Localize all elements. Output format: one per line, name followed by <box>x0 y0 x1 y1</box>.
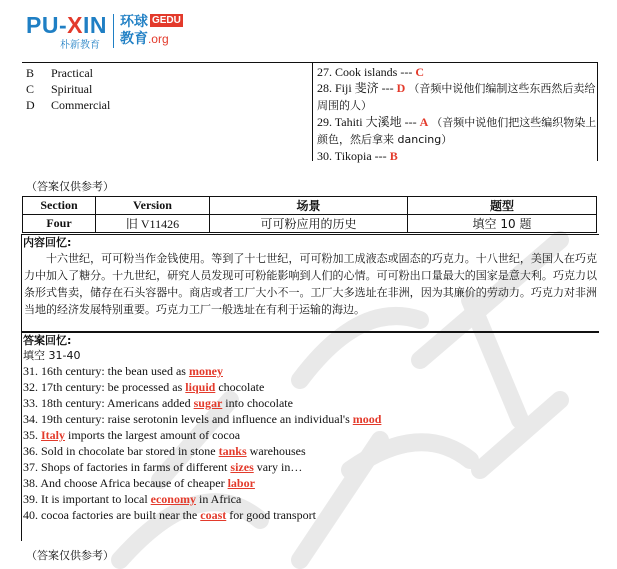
reference-note-bottom: （答案仅供参考） <box>26 549 114 562</box>
matching-answer: 27. Cook islands --- C <box>317 65 424 79</box>
cell-scene: 可可粉应用的历史 <box>210 215 408 233</box>
company-logo <box>26 12 183 51</box>
header-question-type: 题型 <box>408 197 597 215</box>
cell-question-type: 填空 10 题 <box>408 215 597 233</box>
matching-answer-table <box>22 62 598 161</box>
cell-section: Four <box>23 215 96 233</box>
content-text: 十六世纪，可可粉当作金钱使用。等到了十七世纪，可可粉加工成液态或固态的巧克力。十八世纪，美国人在巧克力中加入了糖分。十九世纪，研究人员发现可可粉能影响到人们的心情。可可粉出口量最大的国家是意大利。巧克力以条形式售卖，储存在石头容器中。商店或者工厂大小不一。工厂大多选址在非洲，因为其廉价的劳动力。巧克力对非洲当地的经济发展特别重要。巧克力工厂一般选址在有利于运输的海边。 <box>24 252 597 316</box>
logo-chinese-bottom: 教育.org <box>119 31 169 47</box>
matching-answer: 28. Fiji 斐济 --- D （音频中说他们编制这些东西然后卖给周围的人） <box>317 81 596 112</box>
logo-divider <box>113 14 114 48</box>
list-item: 33. 18th century: Americans added sugar into chocolate <box>23 396 293 410</box>
content-recall <box>21 234 599 332</box>
header-scene: 场景 <box>210 197 408 215</box>
logo-chinese-small: 朴新教育 <box>60 40 100 51</box>
reference-note: （答案仅供参考） <box>26 180 114 193</box>
option-row: B Practical <box>26 66 93 80</box>
option-row: D Commercial <box>26 98 111 112</box>
header-section: Section <box>23 197 96 215</box>
list-item: 34. 19th century: raise serotonin levels and influence an individual's mood <box>23 412 382 426</box>
list-item: 36. Sold in chocolate bar stored in stone tanks warehouses <box>23 444 306 458</box>
header-version: Version <box>96 197 210 215</box>
logo-english: PU-XIN <box>26 12 107 38</box>
answers-subtitle: 填空 31-40 <box>23 349 81 362</box>
list-item: 38. And choose Africa because of cheaper labor <box>23 476 255 490</box>
list-item: 37. Shops of factories in farms of different sizes vary in… <box>23 460 303 474</box>
list-item: 40. cocoa factories are built near the coast for good transport <box>23 508 316 522</box>
list-item: 31. 16th century: the bean used as money <box>23 364 223 378</box>
answers-title: 答案回忆: <box>23 334 72 347</box>
answers-column <box>313 63 597 161</box>
matching-answer: 29. Tahiti 大溪地 --- A （音频中说他们把这些编织物染上颜色，然后拿来 dancing） <box>317 115 597 146</box>
content-title: 内容回忆: <box>23 236 72 249</box>
matching-answer: 30. Tikopia --- B <box>317 149 398 163</box>
section-info-table <box>22 196 597 233</box>
logo-chinese-top: 环球 GEDU <box>119 14 181 30</box>
options-column <box>22 63 313 161</box>
cell-version: 旧 V11426 <box>96 215 210 233</box>
answer-recall <box>21 332 599 541</box>
list-item: 32. 17th century: be processed as liquid chocolate <box>23 380 265 394</box>
list-item: 35. Italy imports the largest amount of cocoa <box>23 428 241 442</box>
option-row: C Spiritual <box>26 82 93 96</box>
list-item: 39. It is important to local economy in Africa <box>23 492 242 506</box>
